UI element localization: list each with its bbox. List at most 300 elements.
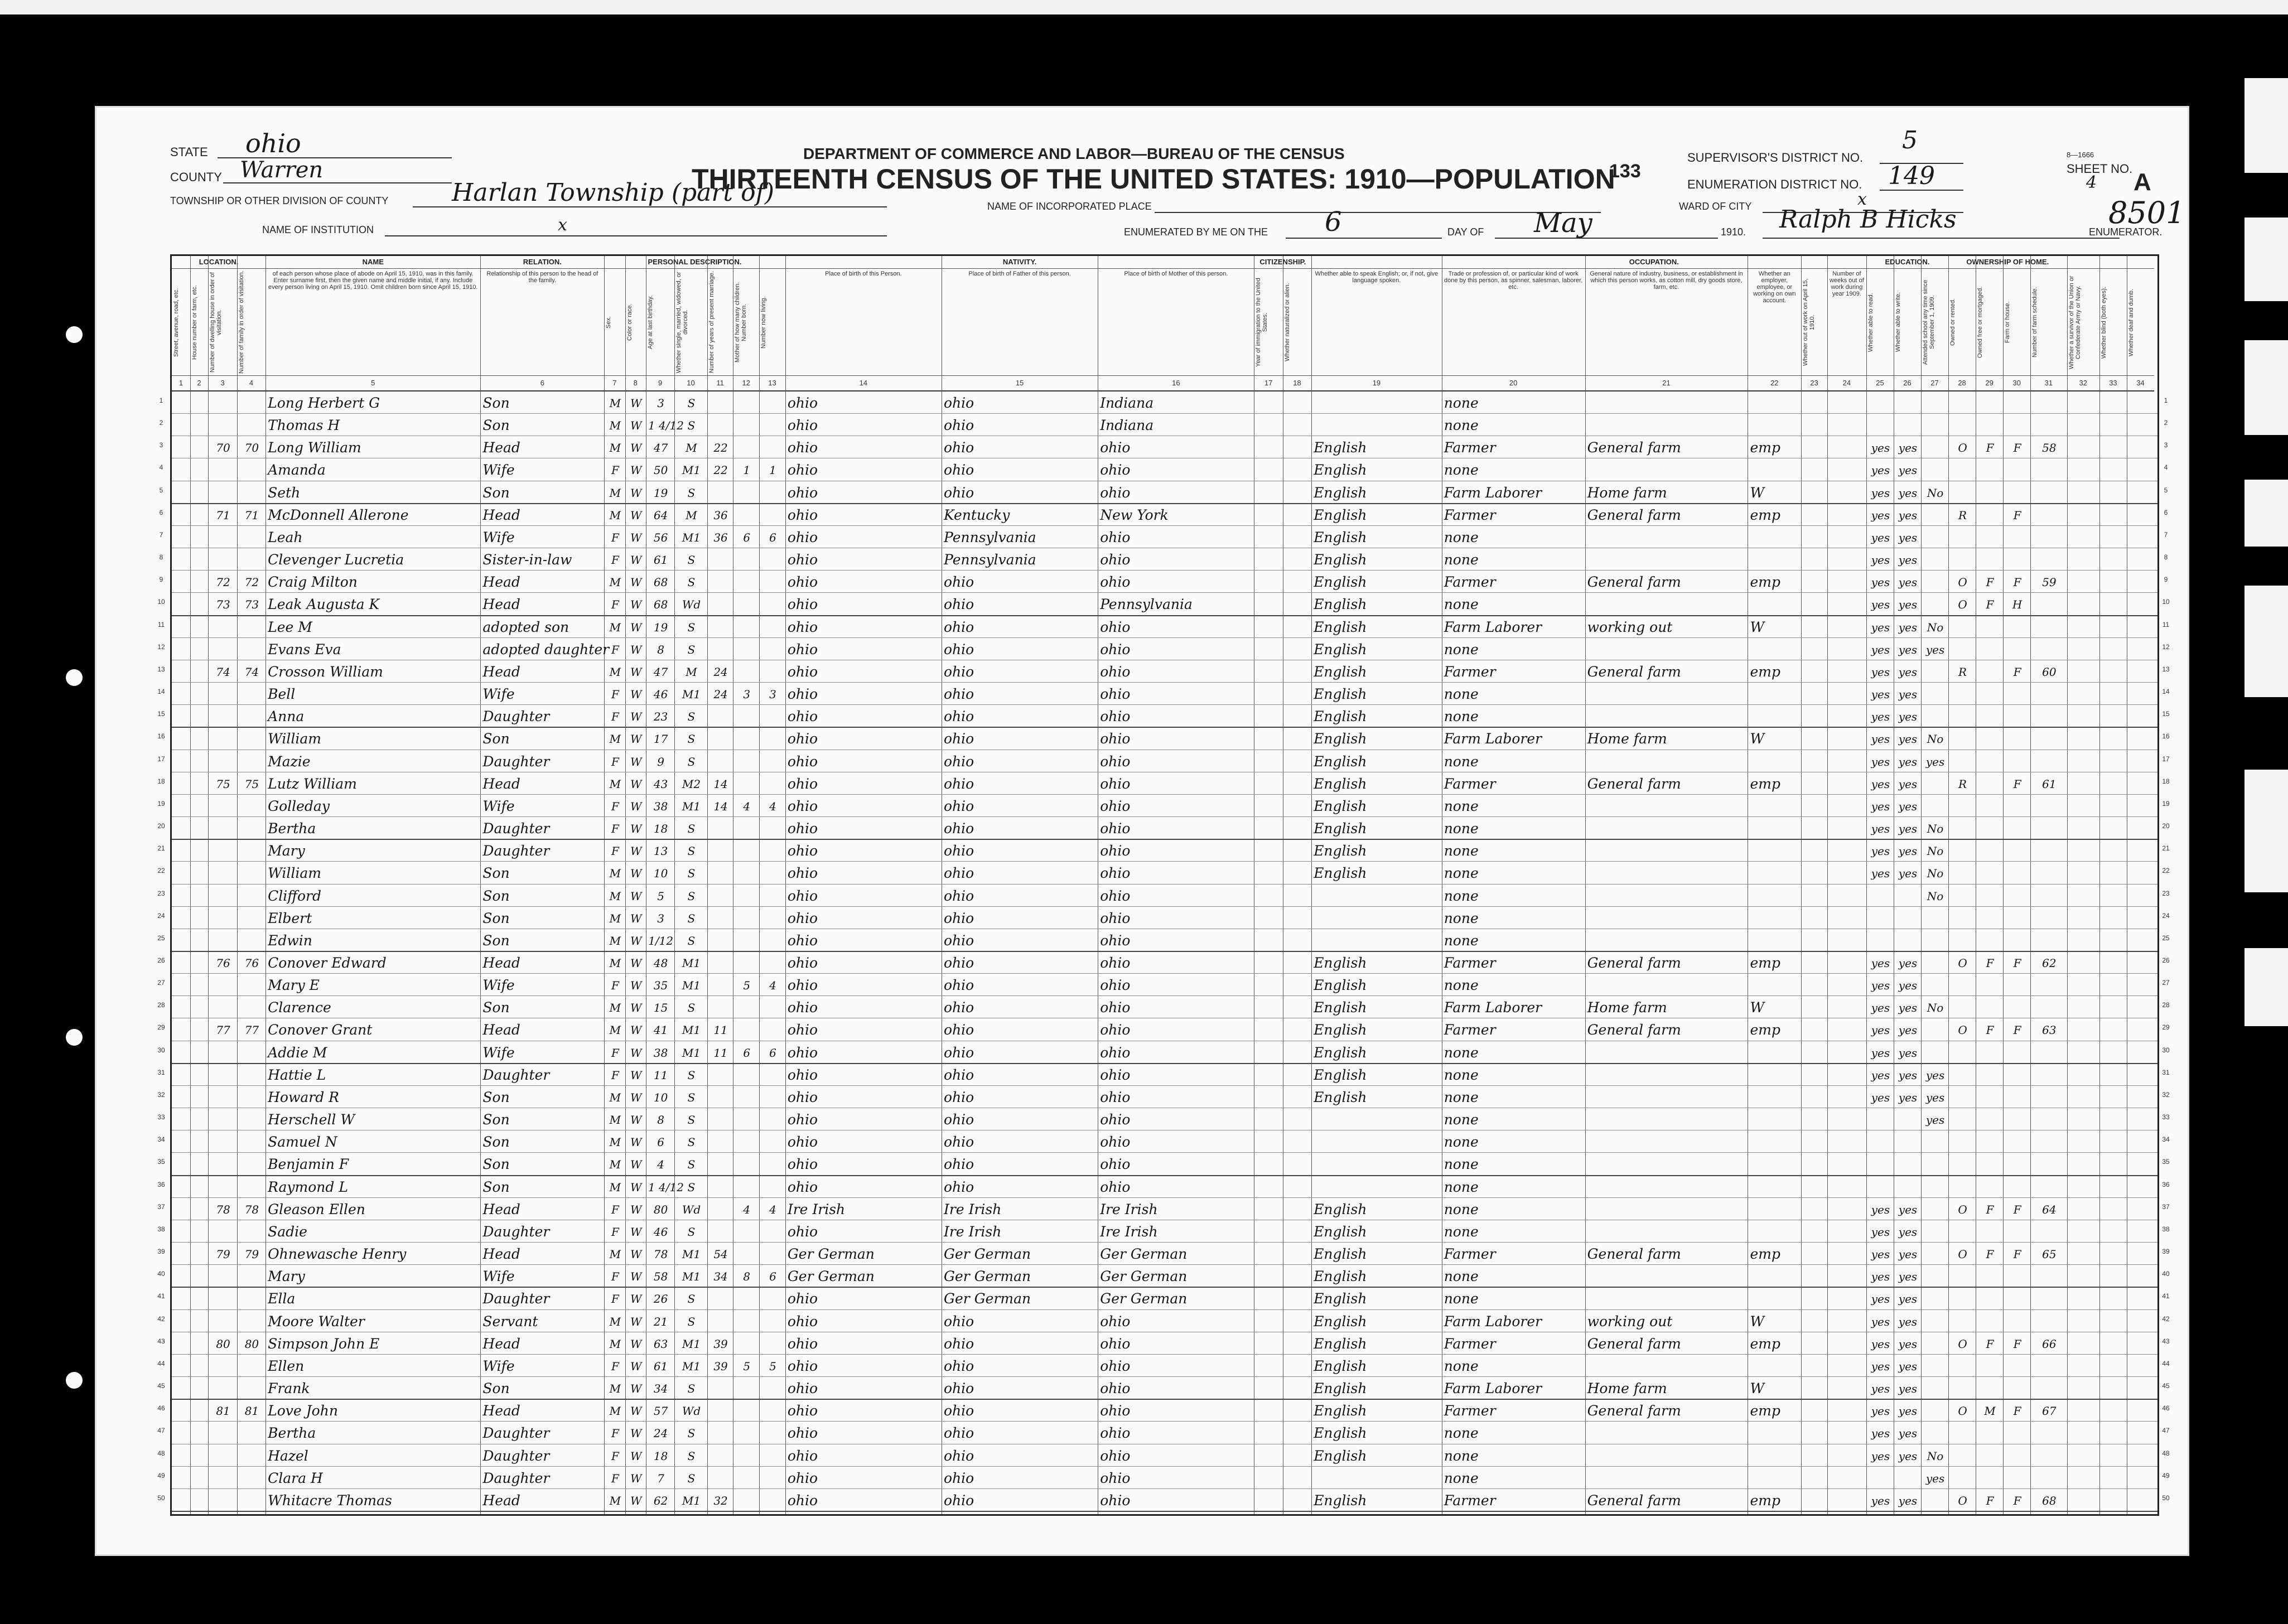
cell-pob: ohio [787, 1403, 818, 1419]
column-divider [237, 256, 238, 1514]
cell-sex: M [609, 486, 621, 500]
cell-sched [2033, 459, 2065, 481]
cell-occ: Farm Laborer [1444, 731, 1542, 747]
cell-race: W [630, 1427, 642, 1441]
line-number-right: 23 [2162, 889, 2170, 897]
cell-pob: Ire Irish [787, 1201, 846, 1217]
cell-pobf: ohio [944, 1044, 974, 1061]
column-header: Street, avenue, road, etc. [173, 288, 180, 357]
cell-race: W [630, 1180, 642, 1194]
column-divider [1866, 256, 1867, 1514]
cell-own [1951, 728, 1975, 750]
cell-emp [1750, 1064, 1800, 1086]
column-divider [1948, 256, 1949, 1514]
cell-read: yes [1871, 1449, 1890, 1463]
cell-mort [1978, 974, 2002, 997]
cell-ms: M1 [682, 956, 701, 970]
cell-school: No [1927, 867, 1944, 881]
cell-dw [210, 1311, 235, 1333]
cell-pobm: ohio [1100, 910, 1131, 926]
supervisor-label: SUPERVISOR'S DISTRICT NO. [1687, 151, 1864, 165]
cell-name: Clara H [268, 1470, 323, 1486]
cell-read: yes [1871, 441, 1890, 455]
cell-school: yes [1925, 1090, 1945, 1104]
cell-race: W [630, 463, 642, 477]
cell-pob: ohio [787, 506, 818, 523]
line-number-right: 25 [2162, 934, 2170, 942]
cell-farm [2005, 974, 2029, 997]
column-divider [1801, 256, 1802, 1514]
cell-rel: Head [482, 1201, 520, 1217]
cell-dw: 71 [216, 508, 230, 522]
cell-emp: W [1750, 999, 1765, 1016]
cell-farm [2005, 639, 2029, 661]
cell-dw [210, 907, 235, 930]
cell-living: 6 [769, 530, 776, 544]
cell-ind: General farm [1587, 574, 1681, 591]
cell-pob: ohio [787, 753, 818, 770]
cell-born [735, 571, 758, 593]
cell-pobm: ohio [1100, 955, 1131, 971]
cell-mort [1978, 840, 2002, 862]
column-divider [674, 256, 675, 1514]
cell-emp: emp [1750, 955, 1780, 971]
cell-own [1951, 1176, 1975, 1198]
cell-sched: 66 [2042, 1337, 2057, 1351]
cell-read: yes [1871, 1225, 1890, 1239]
cell-ms: S [687, 867, 696, 881]
cell-fam [239, 1265, 264, 1288]
cell-born [735, 504, 758, 526]
cell-fam [239, 1064, 264, 1086]
cell-dw [210, 414, 235, 437]
cell-school [1923, 1221, 1947, 1243]
sheet-letter: A [2133, 168, 2151, 196]
cell-born [735, 414, 758, 437]
column-number: 12 [733, 375, 759, 392]
cell-ind: General farm [1587, 1403, 1681, 1419]
cell-pobf: ohio [944, 865, 974, 882]
cell-age: 11 [653, 1068, 668, 1082]
cell-read [1869, 1131, 1893, 1153]
cell-fam [239, 1288, 264, 1310]
cell-pobf: Ger German [944, 1290, 1031, 1307]
cell-emp: emp [1750, 1492, 1780, 1509]
cell-rel: Son [482, 910, 510, 926]
cell-living [761, 773, 784, 795]
cell-sched [2033, 1378, 2065, 1400]
cell-pob: ohio [787, 1470, 818, 1486]
cell-own: O [1958, 1248, 1967, 1262]
cell-age: 7 [657, 1471, 665, 1485]
cell-ms: S [687, 486, 696, 500]
column-group-header: CITIZENSHIP. [1254, 256, 1311, 269]
cell-eng: English [1314, 1044, 1367, 1061]
cell-pob: ohio [787, 529, 818, 545]
cell-occ: Farmer [1444, 955, 1496, 971]
census-table [157, 254, 2170, 1516]
cell-living [761, 549, 784, 571]
cell-rel: Head [482, 1403, 520, 1419]
cell-yrs [709, 997, 732, 1019]
line-number-right: 7 [2164, 530, 2168, 539]
cell-sched [2033, 1311, 2065, 1333]
line-number-right: 44 [2162, 1359, 2170, 1367]
cell-farm [2005, 1109, 2029, 1131]
cell-occ: Farmer [1444, 574, 1496, 591]
cell-pobm: ohio [1100, 999, 1131, 1016]
cell-read: yes [1871, 1090, 1890, 1104]
cell-write: yes [1898, 1046, 1918, 1060]
cell-pobm: Ger German [1100, 1290, 1188, 1307]
cell-ms: S [687, 1471, 696, 1485]
cell-fam [239, 392, 264, 414]
line-number-right: 1 [2164, 397, 2168, 404]
cell-eng: English [1314, 1380, 1367, 1397]
column-header: Color or race. [626, 303, 633, 341]
cell-sched [2033, 1042, 2065, 1064]
cell-name: Mazie [268, 753, 311, 770]
cell-occ: none [1444, 417, 1479, 434]
cell-occ: none [1444, 1178, 1479, 1195]
cell-ind [1587, 751, 1747, 773]
cell-fam: 72 [244, 576, 259, 589]
cell-own [1951, 885, 1975, 907]
cell-ms: S [687, 1225, 696, 1239]
cell-pobf: ohio [944, 1403, 974, 1419]
line-number-right: 13 [2162, 665, 2170, 673]
cell-yrs [709, 616, 732, 639]
column-number: 17 [1254, 375, 1282, 392]
column-header: Whether able to write. [1894, 292, 1901, 352]
cell-born [735, 773, 758, 795]
cell-pobm: ohio [1100, 775, 1131, 792]
cell-school [1923, 437, 1947, 459]
line-number-right: 47 [2162, 1427, 2170, 1435]
cell-farm [2005, 1445, 2029, 1467]
cell-farm: F [2013, 1494, 2021, 1507]
cell-occ: none [1444, 1134, 1479, 1151]
cell-yrs: 24 [713, 688, 728, 702]
column-header: Whether naturalized or alien. [1283, 283, 1291, 362]
cell-ind [1587, 1176, 1747, 1198]
cell-pob: ohio [787, 1335, 818, 1352]
cell-pobm: New York [1100, 506, 1169, 523]
cell-age: 48 [653, 956, 668, 970]
cell-race: W [630, 1158, 642, 1172]
column-header: Number of weeks out of work during year 1909. [1830, 270, 1864, 297]
cell-sex: M [609, 934, 621, 948]
cell-sex: F [611, 1202, 619, 1216]
cell-rel: Head [482, 574, 520, 591]
cell-mort [1978, 459, 2002, 481]
cell-write: yes [1898, 1202, 1918, 1216]
cell-occ: none [1444, 1447, 1479, 1464]
cell-yrs [709, 639, 732, 661]
cell-fam [239, 840, 264, 862]
cell-race: W [630, 1068, 642, 1082]
cell-farm: F [2013, 777, 2021, 791]
cell-occ: none [1444, 865, 1479, 882]
line-number-right: 26 [2162, 956, 2170, 964]
cell-ind [1587, 639, 1747, 661]
column-divider [2030, 256, 2031, 1514]
cell-living [761, 616, 784, 639]
cell-sched: 60 [2042, 665, 2057, 679]
line-number: 9 [159, 576, 163, 584]
cell-write: yes [1898, 530, 1918, 544]
cell-race: W [630, 598, 642, 612]
cell-own [1951, 1378, 1975, 1400]
cell-pobm: ohio [1100, 865, 1131, 882]
cell-eng: English [1314, 1268, 1367, 1285]
cell-race: W [630, 397, 642, 410]
cell-age: 61 [653, 553, 668, 567]
cell-write: yes [1898, 1023, 1918, 1037]
cell-sched: 63 [2042, 1023, 2057, 1037]
cell-write [1896, 1131, 1920, 1153]
line-number: 45 [157, 1382, 165, 1390]
cell-pobf: ohio [944, 395, 974, 411]
cell-pobm: ohio [1100, 1335, 1131, 1352]
cell-own: O [1958, 1404, 1967, 1418]
cell-fam: 78 [244, 1202, 259, 1216]
cell-emp: emp [1750, 1335, 1780, 1352]
cell-eng: English [1314, 439, 1367, 456]
cell-sched: 67 [2042, 1404, 2057, 1418]
cell-ind [1587, 930, 1747, 952]
cell-sched [2033, 1288, 2065, 1310]
cell-sched [2033, 907, 2065, 930]
cell-pobm: ohio [1100, 618, 1131, 635]
cell-age: 80 [653, 1202, 668, 1216]
dept-title: DEPARTMENT OF COMMERCE AND LABOR—BUREAU OF THE CENSUS [803, 145, 1345, 162]
cell-emp [1750, 1153, 1800, 1176]
cell-eng: English [1314, 618, 1367, 635]
cell-eng: English [1314, 753, 1367, 770]
cell-fam [239, 1311, 264, 1333]
cell-sex: M [609, 1158, 621, 1172]
cell-eng: English [1314, 1223, 1367, 1240]
cell-write [1896, 1109, 1920, 1131]
cell-mort [1978, 795, 2002, 818]
cell-occ: none [1444, 798, 1479, 814]
cell-emp [1750, 1198, 1800, 1221]
cell-sex: F [611, 530, 619, 544]
cell-ms: S [687, 1113, 696, 1127]
cell-pobm: ohio [1100, 641, 1131, 658]
cell-yrs [709, 1221, 732, 1243]
cell-born: 5 [743, 1359, 751, 1373]
column-number: 7 [604, 375, 625, 392]
cell-name: Clarence [268, 999, 331, 1016]
cell-race: W [630, 642, 642, 656]
month-value: May [1534, 207, 1592, 239]
line-number: 42 [157, 1314, 165, 1323]
cell-fam: 70 [244, 441, 259, 455]
cell-farm: F [2013, 1248, 2021, 1262]
line-number-right: 19 [2162, 799, 2170, 808]
column-number: 20 [1442, 375, 1585, 392]
cell-pob: ohio [787, 484, 818, 501]
cell-dw [210, 1109, 235, 1131]
cell-pob: ohio [787, 955, 818, 971]
cell-name: Clevenger Lucretia [268, 552, 404, 568]
cell-ind [1587, 414, 1747, 437]
cell-yrs: 32 [713, 1494, 728, 1507]
cell-race: W [630, 1471, 642, 1485]
cell-living: 6 [769, 1046, 776, 1060]
column-number: 6 [480, 375, 604, 392]
cell-emp [1750, 1355, 1800, 1378]
cell-dw [210, 1355, 235, 1378]
cell-race: W [630, 1001, 642, 1015]
cell-farm [2005, 549, 2029, 571]
cell-eng: English [1314, 955, 1367, 971]
cell-pob: ohio [787, 775, 818, 792]
cell-write: yes [1898, 508, 1918, 522]
cell-age: 10 [653, 867, 668, 881]
cell-fam [239, 549, 264, 571]
cell-yrs: 24 [713, 665, 728, 679]
cell-emp [1750, 705, 1800, 728]
cell-dw [210, 997, 235, 1019]
cell-name: Long Herbert G [268, 395, 380, 411]
cell-pobf: ohio [944, 731, 974, 747]
cell-write [1896, 885, 1920, 907]
cell-dw: 80 [216, 1337, 230, 1351]
cell-school: yes [1925, 1068, 1945, 1082]
cell-pobm: Ire Irish [1100, 1223, 1158, 1240]
cell-age: 23 [653, 710, 668, 724]
cell-sched [2033, 392, 2065, 414]
cell-mort [1978, 1355, 2002, 1378]
line-number-right: 22 [2162, 867, 2170, 875]
cell-mort [1978, 1109, 2002, 1131]
cell-pob: ohio [787, 663, 818, 680]
cell-age: 43 [653, 777, 668, 791]
cell-ind [1587, 885, 1747, 907]
cell-read: yes [1871, 598, 1890, 612]
line-number-right: 6 [2164, 508, 2168, 516]
column-divider [2099, 256, 2100, 1514]
enumerator-rule [1763, 238, 2120, 239]
cell-yrs [709, 482, 732, 504]
cell-mort [1978, 1153, 2002, 1176]
cell-read [1869, 414, 1893, 437]
cell-yrs [709, 1176, 732, 1198]
cell-read: yes [1871, 956, 1890, 970]
cell-school [1923, 1176, 1947, 1198]
line-number-right: 38 [2162, 1225, 2170, 1233]
cell-school [1923, 661, 1947, 683]
line-number-right: 50 [2162, 1494, 2170, 1502]
cell-name: Frank [268, 1380, 310, 1397]
column-header: Whether a survivor of the Union or Confederate Army or Navy. [2068, 276, 2082, 369]
cell-ind [1587, 818, 1747, 840]
cell-rel: Head [482, 506, 520, 523]
cell-school: No [1927, 486, 1944, 500]
cell-name: Whitacre Thomas [268, 1492, 392, 1509]
cell-read [1869, 392, 1893, 414]
line-number-right: 45 [2162, 1382, 2170, 1390]
punch-hole [66, 326, 83, 343]
cell-occ: none [1444, 641, 1479, 658]
cell-mort [1978, 1378, 2002, 1400]
cell-pobm: ohio [1100, 663, 1131, 680]
cell-pob: ohio [787, 1111, 818, 1128]
cell-eng: English [1314, 1066, 1367, 1083]
cell-rel: Wife [482, 1044, 515, 1061]
cell-pob: ohio [787, 1156, 818, 1173]
cell-race: W [630, 1359, 642, 1373]
column-group-header [1311, 256, 1442, 269]
sheet-label: SHEET NO. [2067, 162, 2133, 176]
cell-occ: Farmer [1444, 1246, 1496, 1263]
column-divider [208, 256, 209, 1514]
cell-age: 62 [653, 1494, 668, 1507]
cell-mort [1978, 549, 2002, 571]
column-divider [625, 256, 626, 1514]
cell-ms: M [686, 665, 697, 679]
cell-mort: F [1986, 576, 1994, 589]
cell-pobm: ohio [1100, 1156, 1131, 1173]
cell-yrs [709, 930, 732, 952]
cell-sex: F [611, 822, 619, 836]
column-header: Place of birth of this Person. [825, 270, 902, 277]
cell-own [1951, 482, 1975, 504]
column-divider [1311, 256, 1312, 1514]
cell-own: O [1958, 1337, 1967, 1351]
cell-farm [2005, 616, 2029, 639]
cell-age: 1 4/12 [648, 1180, 684, 1194]
line-number-right: 3 [2164, 441, 2168, 450]
cell-school [1923, 1019, 1947, 1041]
cell-fam [239, 1086, 264, 1109]
cell-born [735, 1131, 758, 1153]
cell-race: W [630, 1023, 642, 1037]
cell-ms: S [687, 1314, 696, 1328]
cell-eng: English [1314, 1447, 1367, 1464]
cell-living [761, 862, 784, 884]
cell-pobm: ohio [1100, 574, 1131, 591]
cell-write: yes [1898, 1225, 1918, 1239]
cell-ind [1587, 795, 1747, 818]
cell-ind [1587, 593, 1747, 616]
cell-write: yes [1898, 1382, 1918, 1396]
cell-eng: English [1314, 484, 1367, 501]
line-number-right: 29 [2162, 1023, 2170, 1032]
cell-ms: S [687, 419, 696, 433]
cell-sched [2033, 1176, 2065, 1198]
cell-occ: Farmer [1444, 1403, 1496, 1419]
cell-ind: working out [1587, 618, 1673, 635]
cell-read [1869, 1176, 1893, 1198]
cell-farm [2005, 1378, 2029, 1400]
cell-eng: English [1314, 1246, 1367, 1263]
cell-eng: English [1314, 506, 1367, 523]
cell-born [735, 885, 758, 907]
cell-dw: 77 [216, 1023, 230, 1037]
column-number: 13 [759, 375, 785, 392]
cell-rel: Son [482, 932, 510, 949]
cell-age: 57 [653, 1404, 668, 1418]
column-divider [759, 256, 760, 1514]
cell-ind [1587, 1445, 1747, 1467]
cell-pobm: ohio [1100, 1022, 1131, 1038]
cell-dw [210, 705, 235, 728]
line-number-right: 46 [2162, 1404, 2170, 1413]
